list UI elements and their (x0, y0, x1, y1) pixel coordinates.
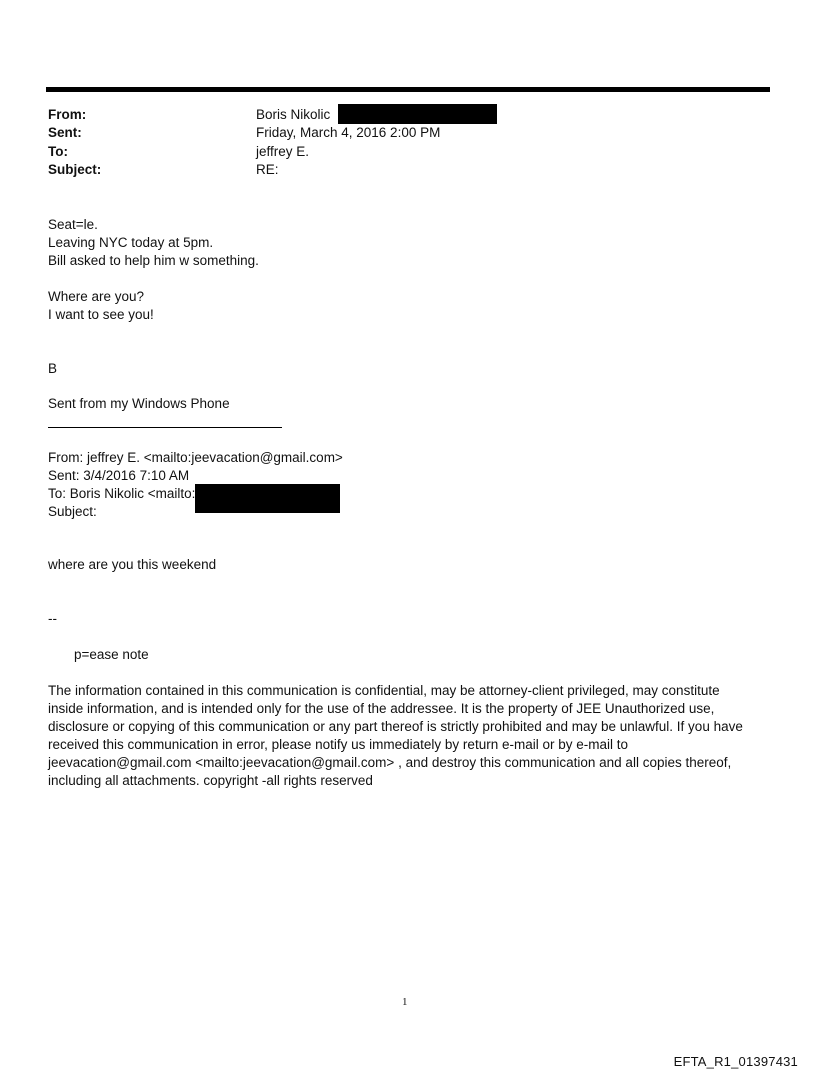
signature-initial: B (48, 361, 58, 376)
disclaimer-line: received this communication in error, please notify us immediately by return e-mail or by e-mail to (48, 737, 628, 752)
sent-value: Friday, March 4, 2016 2:00 PM (256, 125, 441, 140)
body-line: Bill asked to help him w something. (48, 253, 259, 268)
body-line: I want to see you! (48, 307, 154, 322)
disclaimer-line: disclosure or copying of this communication or any part thereof is strictly prohibited and may be unlawful. If you have (48, 719, 743, 734)
quoted-message: where are you this weekend (48, 557, 217, 572)
to-value: jeffrey E. (256, 144, 310, 159)
body-line: Where are you? (48, 289, 145, 304)
sent-label: Sent: (48, 125, 82, 140)
quoted-subject: Subject: (48, 504, 97, 519)
disclaimer-line: including all attachments. copyright -all rights reserved (48, 773, 373, 788)
redaction-from-email (338, 104, 497, 124)
document-id: EFTA_R1_01397431 (673, 1054, 798, 1069)
quoted-to: To: Boris Nikolic <mailto: (48, 486, 196, 501)
quoted-sent: Sent: 3/4/2016 7:10 AM (48, 468, 190, 483)
disclaimer-line: jeevacation@gmail.com <mailto:jeevacation@gmail.com> , and destroy this communication and all copies thereof, (48, 755, 732, 770)
mobile-signature: Sent from my Windows Phone (48, 396, 230, 411)
quote-separator (48, 427, 282, 428)
confidentiality-disclaimer (48, 682, 764, 790)
quoted-from: From: jeffrey E. <mailto:jeevacation@gmail.com> (48, 450, 343, 465)
body-line: Leaving NYC today at 5pm. (48, 235, 214, 250)
page-number: 1 (402, 996, 408, 1008)
disclaimer-line: inside information, and is intended only for the use of the addressee. It is the property of JEE Unauthorized use, (48, 701, 715, 716)
signature-dashes: -- (48, 611, 57, 626)
body-line: Seat=le. (48, 217, 98, 232)
disclaimer-line: The information contained in this communication is confidential, may be attorney-client privileged, may constitute (48, 683, 720, 698)
redaction-to-email (195, 484, 340, 513)
subject-value: RE: (256, 162, 279, 177)
subject-label: Subject: (48, 162, 102, 177)
from-value: Boris Nikolic (256, 107, 331, 122)
header-rule (46, 87, 770, 92)
to-label: To: (48, 144, 68, 159)
note-line: p=ease note (74, 647, 149, 662)
from-label: From: (48, 107, 87, 122)
